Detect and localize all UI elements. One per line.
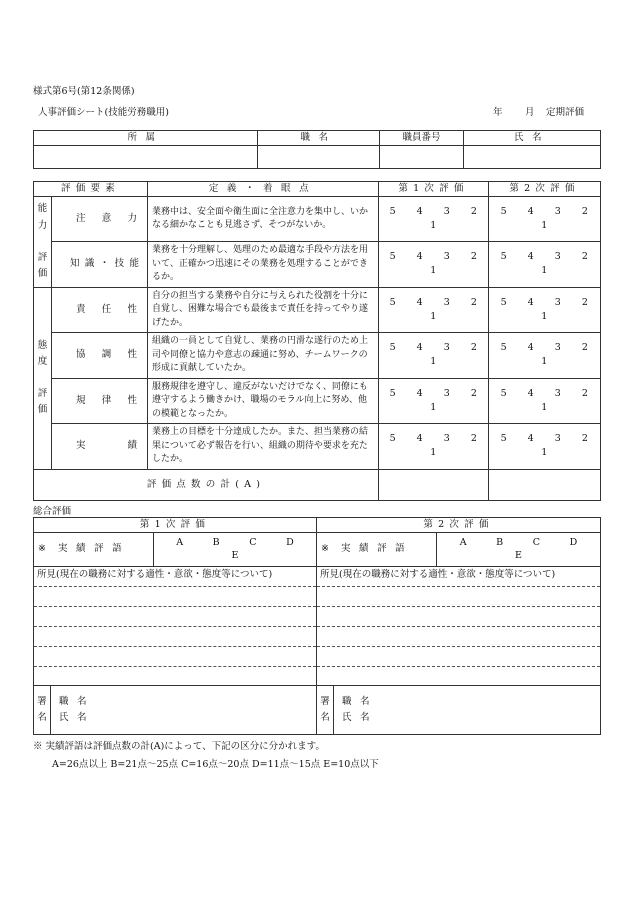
period-year: 年 [493, 107, 503, 118]
form-id: 様式第6号(第12条関係) [33, 86, 135, 97]
criterion-name-char: 責 [76, 303, 86, 315]
form-title: 人事評価シート(技能労務職用) [38, 107, 169, 118]
first-performance-label: 実績評語 [57, 543, 131, 555]
name-field[interactable] [464, 145, 601, 168]
staff-info-table [33, 130, 601, 169]
staff-no-header: 職員番号 [380, 131, 464, 146]
criteria-row [34, 287, 601, 333]
first-opinion-area[interactable] [34, 566, 317, 685]
first-score-options[interactable]: 5 4 3 2 1 [379, 287, 489, 333]
definition-header: 定義・着眼点 [148, 182, 379, 197]
criterion-definition: 組織の一員として自覚し、業務の円滑な遂行のため上司や同僚と協力や意志の疎通に努め、チームワークの形成に貢献していたか。 [148, 333, 379, 379]
criterion-name [52, 378, 148, 424]
first-eval-header: 第1次評価 [379, 182, 489, 197]
opinion-line [317, 586, 600, 606]
opinion-line [317, 606, 600, 626]
criteria-row [34, 424, 601, 470]
second-score-options[interactable]: 5 4 3 2 1 [489, 333, 601, 379]
criterion-name-char: 任 [101, 303, 112, 315]
criterion-definition: 自分の担当する業務や自分に与えられた役割を十分に自覚し、困難な場合でも最後まで責任を持ってやり遂げたか。 [148, 287, 379, 333]
criterion-name-char: 知 [70, 258, 80, 270]
criteria-row [34, 242, 601, 288]
opinion-line [317, 646, 600, 666]
second-signature-cell[interactable] [317, 685, 601, 734]
overall-second-header: 第2次評価 [317, 518, 601, 533]
criterion-definition: 業務中は、安全面や衛生面に全注意力を集中し、いかなる細かなことも見逃さず、そつがないか。 [148, 197, 379, 242]
overall-first-header: 第1次評価 [34, 518, 317, 533]
criterion-name-char: 調 [101, 349, 112, 361]
first-sign-name-label: 氏名 [59, 711, 96, 723]
second-performance-cell [317, 532, 601, 566]
second-score-options[interactable]: 5 4 3 2 1 [489, 197, 601, 242]
criterion-name-char: 規 [76, 394, 86, 406]
attitude-group-label: 態 度 評 価 [34, 287, 52, 469]
second-performance-mark: ※ [321, 543, 329, 555]
criterion-definition: 業務を十分理解し、処理のため最適な手段や方法を用いて、正確かつ迅速にその業務を処理することができるか。 [148, 242, 379, 288]
overall-evaluation-table [33, 517, 601, 735]
opinion-line [34, 606, 316, 626]
first-opinion-label: 所見(現在の職務に対する適性・意欲・態度等について) [37, 568, 273, 580]
second-total-field[interactable] [489, 469, 601, 500]
second-score-options[interactable]: 5 4 3 2 1 [489, 424, 601, 470]
ability-group-label: 能 力 評 価 [34, 197, 52, 288]
first-total-field[interactable] [379, 469, 489, 500]
criterion-name-char: 能 [129, 258, 139, 270]
name-header: 氏名 [464, 131, 601, 146]
criterion-name-char: 意 [101, 213, 112, 225]
second-eval-header: 第2次評価 [489, 182, 601, 197]
affiliation-header: 所属 [34, 131, 258, 146]
criterion-name [52, 424, 148, 470]
period-type: 定期評価 [546, 107, 585, 118]
evaluation-table [33, 181, 601, 501]
criterion-name-char: 識 [84, 258, 95, 270]
second-grade-options[interactable]: A B C D E [459, 536, 591, 562]
title-header: 職名 [258, 131, 380, 146]
second-performance-label: 実績評語 [340, 543, 414, 555]
criteria-row [34, 197, 601, 242]
overall-title: 総合評価 [33, 506, 72, 517]
first-score-options[interactable]: 5 4 3 2 1 [379, 333, 489, 379]
opinion-line [317, 626, 600, 646]
criterion-name-char: 技 [114, 258, 125, 270]
grade-note: ※ 実績評語は評価点数の計(A)によって、下記の区分に分かれます。 [33, 741, 325, 752]
first-sign-label: 署 名 [34, 686, 51, 734]
second-sign-label: 署 名 [317, 686, 334, 734]
affiliation-field[interactable] [34, 145, 258, 168]
criterion-name-char: 律 [101, 394, 112, 406]
first-sign-title-label: 職名 [59, 695, 96, 707]
element-header: 評価要素 [34, 182, 148, 197]
period-month: 月 [525, 107, 535, 118]
opinion-line [34, 666, 316, 685]
opinion-line [34, 646, 316, 666]
criterion-name-char: 実 [76, 440, 86, 452]
opinion-line [34, 626, 316, 646]
second-score-options[interactable]: 5 4 3 2 1 [489, 287, 601, 333]
title-field[interactable] [258, 145, 380, 168]
criterion-name-char: ・ [99, 258, 110, 270]
total-score-label: 評価点数の計(A) [34, 469, 379, 500]
criterion-name-char: 績 [127, 440, 137, 452]
criterion-name-char: 協 [76, 349, 86, 361]
second-opinion-area[interactable] [317, 566, 601, 685]
criterion-name-char: 性 [127, 394, 137, 406]
second-sign-name-label: 氏名 [342, 711, 379, 723]
first-performance-cell [34, 532, 317, 566]
first-performance-mark: ※ [38, 543, 46, 555]
criterion-name-char: 注 [76, 213, 86, 225]
criterion-name-char: 性 [127, 303, 137, 315]
second-score-options[interactable]: 5 4 3 2 1 [489, 242, 601, 288]
opinion-line [34, 586, 316, 606]
grade-ranges: A=26点以上 B=21点～25点 C=16点～20点 D=11点～15点 E=10点以下 [52, 759, 379, 770]
criterion-name-char: 力 [127, 213, 137, 225]
staff-no-field[interactable] [380, 145, 464, 168]
first-grade-options[interactable]: A B C D E [176, 536, 308, 562]
criterion-name [52, 242, 148, 288]
first-score-options[interactable]: 5 4 3 2 1 [379, 424, 489, 470]
criterion-name [52, 197, 148, 242]
criterion-name [52, 333, 148, 379]
first-score-options[interactable]: 5 4 3 2 1 [379, 378, 489, 424]
criteria-row [34, 333, 601, 379]
opinion-line [317, 666, 600, 685]
criterion-definition: 業務上の目標を十分達成したか。また、担当業務の結果について必ず報告を行い、組織の期待や要求を充たしたか。 [148, 424, 379, 470]
first-score-options[interactable]: 5 4 3 2 1 [379, 197, 489, 242]
criteria-row [34, 378, 601, 424]
first-signature-cell[interactable] [34, 685, 317, 734]
criterion-name-char: 性 [127, 349, 137, 361]
criterion-name [52, 287, 148, 333]
second-score-options[interactable]: 5 4 3 2 1 [489, 378, 601, 424]
criterion-definition: 服務規律を遵守し、違反がないだけでなく、同僚にも遵守するよう働きかけ、職場のモラル向上に努め、他の模範となったか。 [148, 378, 379, 424]
second-opinion-label: 所見(現在の職務に対する適性・意欲・態度等について) [320, 568, 556, 580]
second-sign-title-label: 職名 [342, 695, 379, 707]
first-score-options[interactable]: 5 4 3 2 1 [379, 242, 489, 288]
